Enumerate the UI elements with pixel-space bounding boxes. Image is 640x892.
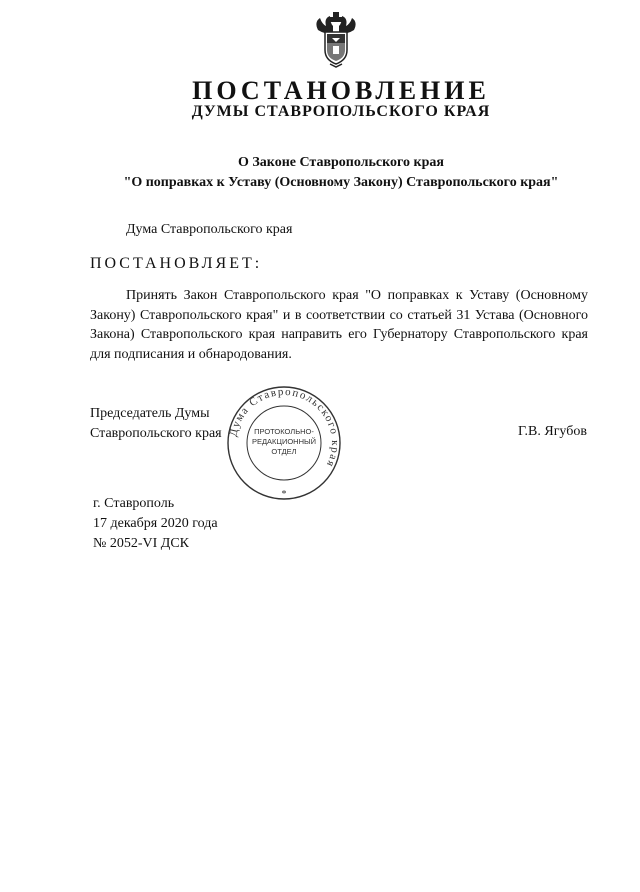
signatory-position	[90, 404, 222, 444]
duma-line: Дума Ставропольского края	[126, 222, 293, 237]
stamp-inner-line3: ОТДЕЛ	[271, 447, 297, 456]
document-title: ПОСТАНОВЛЕНИЕ	[192, 76, 490, 105]
stamp-star: *	[281, 489, 287, 500]
signatory-name: Г.В. Ягубов	[518, 424, 587, 439]
law-heading-line2: "О поправках к Уставу (Основному Закону) Ставропольского края"	[123, 175, 559, 190]
resolution-paragraph: Принять Закон Ставропольского края "О поправках к Уставу (Основному Закону) Ставропольского края" и в соответствии со статьей 31 Устава (Основного Закона) Ставропольского края направить его Губернатору Ставропольского края для подписания и обнародования.	[90, 288, 588, 362]
document-city: г. Ставрополь	[93, 496, 175, 511]
stamp-inner-line2: РЕДАКЦИОННЫЙ	[251, 437, 317, 446]
signatory-position-line1: Председатель Думы	[90, 406, 210, 421]
document-subtitle: ДУМЫ СТАВРОПОЛЬСКОГО КРАЯ	[191, 103, 491, 120]
stamp-outer-text: Дума Ставропольского края	[227, 385, 342, 470]
document-footer	[93, 494, 218, 554]
signatory-position-line2: Ставропольского края	[90, 426, 222, 441]
law-heading-line1: О Законе Ставропольского края	[238, 155, 444, 170]
official-stamp	[225, 384, 343, 502]
document-number: № 2052-VI ДСК	[93, 536, 190, 551]
law-heading	[21, 153, 640, 193]
resolves-heading: ПОСТАНОВЛЯЕТ:	[90, 255, 263, 272]
stamp-inner-line1: ПРОТОКОЛЬНО-	[254, 427, 314, 436]
document-date: 17 декабря 2020 года	[93, 516, 218, 531]
stavropol-coat-of-arms-icon	[312, 10, 360, 68]
